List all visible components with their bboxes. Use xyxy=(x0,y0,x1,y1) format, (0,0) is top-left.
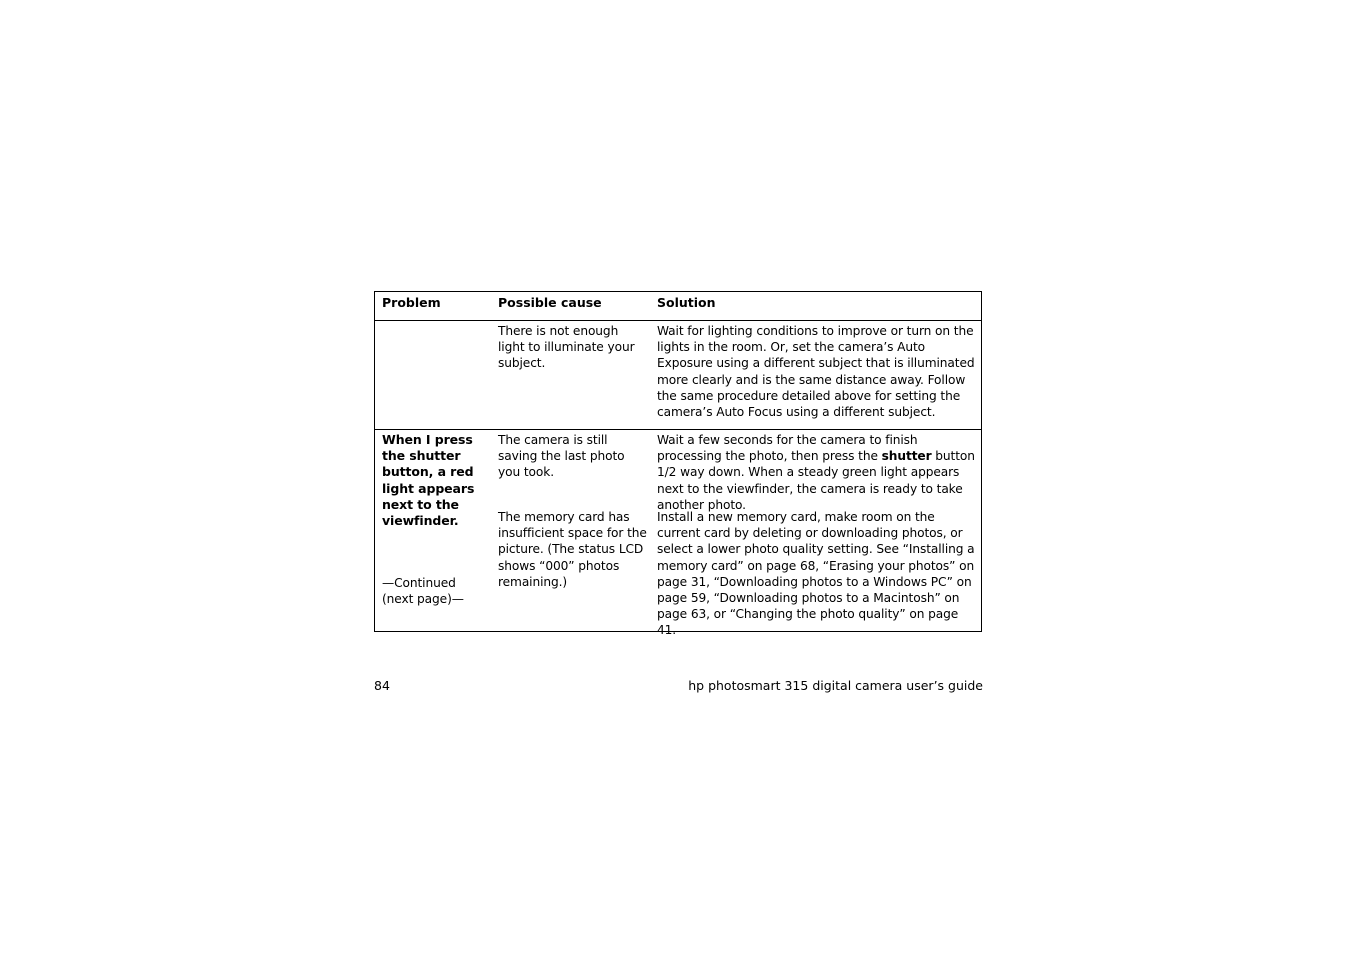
shutter-keyword: shutter xyxy=(881,449,932,464)
cause-memory-full: The memory card has insufficient space for the picture. (The status LCD shows “000” photos remaining.) xyxy=(498,510,647,589)
cause-not-enough-light: There is not enough light to illuminate your subject. xyxy=(498,324,635,371)
header-solution: Solution xyxy=(657,295,716,310)
continued-note: —Continued (next page)— xyxy=(382,576,464,607)
page-number: 84 xyxy=(374,678,390,693)
table-row xyxy=(375,430,981,638)
cause-still-saving: The camera is still saving the last photo you took. xyxy=(498,433,625,480)
header-problem: Problem xyxy=(382,295,441,310)
solution-text: Wait a few seconds for the camera to finish processing the photo, then press the xyxy=(657,433,918,464)
table-header-row xyxy=(375,292,981,321)
problem-red-light: When I press the shutter button, a red light appears next to the viewfinder. xyxy=(382,432,475,529)
solution-still-saving xyxy=(657,432,979,513)
solution-memory-full: Install a new memory card, make room on the current card by deleting or downloading photos, or select a lower photo quality setting. See “Installing a memory card” on page 68, “Erasing your photos” on page 31, “Downloading photos to a Windows PC” on page 59, “Downloading photos to a Macintosh” on page 63, or “Changing the photo quality” on page 41. xyxy=(657,510,975,638)
solution-text: button 1/2 way down. When a steady green light appears next to the viewfinder, the camera is ready to take another photo. xyxy=(657,449,975,512)
table-row xyxy=(375,321,981,430)
guide-title: hp photosmart 315 digital camera user’s guide xyxy=(688,678,983,693)
troubleshooting-table xyxy=(374,291,982,638)
solution-not-enough-light: Wait for lighting conditions to improve or turn on the lights in the room. Or, set the camera’s Auto Exposure using a different subject that is illuminated more clearly and is the same distance away. Follow the same procedure detailed above for setting the camera’s Auto Focus using a different subject. xyxy=(657,324,975,420)
header-possible-cause: Possible cause xyxy=(498,295,602,310)
